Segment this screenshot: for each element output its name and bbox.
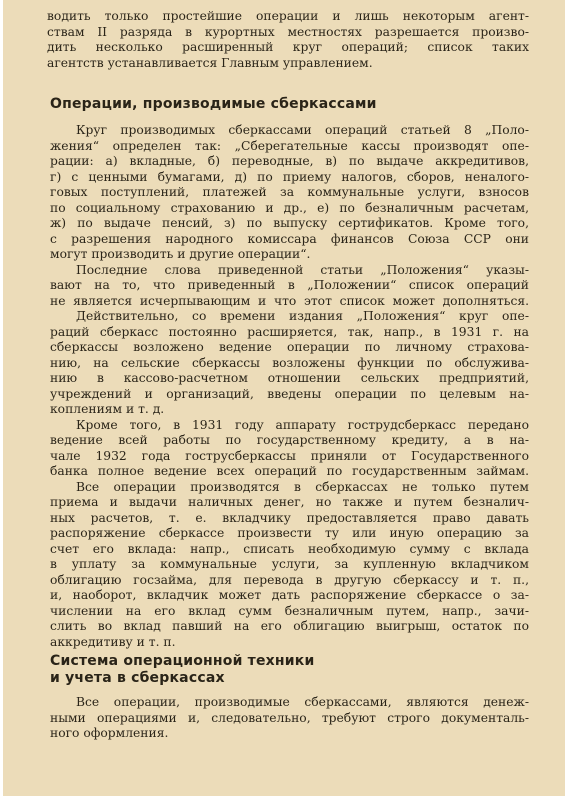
text-line: чале 1932 года гострусберкассы приняли от Государственного xyxy=(50,448,529,463)
section-heading-operations xyxy=(50,96,377,113)
page-scan xyxy=(3,0,565,796)
text-line: нию в кассово-расчетном отношении сельских предприятий, xyxy=(50,371,529,385)
text-line: г) с ценными бумагами, д) по приему налогов, сборов, неналого- xyxy=(50,169,529,184)
text-line: облигацию госзайма, для перевода в другую сберкассу и т. п., xyxy=(50,572,529,587)
text-line: агентств устанавливается Главным управлением. xyxy=(47,55,373,70)
text-line: Круг производимых сберкассами операций статьей 8 „Поло- xyxy=(76,123,529,137)
text-line: жения“ определен так: „Сберегательные кассы производят опе- xyxy=(50,138,529,153)
text-line: учреждений и организаций, введены операции по целевым на- xyxy=(50,386,529,401)
paragraph xyxy=(50,309,529,418)
text-line: Действительно, со времени издания „Положения“ круг опе- xyxy=(76,309,529,323)
text-line: вают на то, что приведенный в „Положении“ список операций xyxy=(50,278,529,292)
text-line: нию, на сельские сберкассы возложены функции по обслужива- xyxy=(50,355,529,370)
text-line: сберкассы возложено ведение операции по личному страхова- xyxy=(50,340,529,354)
text-line: могут производить и другие операции“. xyxy=(50,247,311,261)
text-line: ного оформления. xyxy=(50,726,169,740)
text-line: приема и выдачи наличных денег, но также и путем безналич- xyxy=(50,495,529,509)
text-line: Последние слова приведенной статьи „Положения“ указы- xyxy=(76,262,529,277)
text-line: в уплату за коммунальные услуги, за купленную вкладчиком xyxy=(50,557,529,571)
paragraph xyxy=(50,263,529,310)
text-line: ж) по выдаче пенсий, з) по выпуску сертификатов. Кроме того, xyxy=(50,216,529,230)
section-body-operations xyxy=(50,123,529,650)
text-line: водить только простейшие операции и лишь некоторым агент- xyxy=(47,9,529,23)
text-line: рации: а) вкладные, б) переводные, в) по выдаче аккредитивов, xyxy=(50,154,529,168)
text-line: дить несколько расширенный круг операций; список таких xyxy=(47,40,529,54)
intro-paragraph xyxy=(47,9,529,71)
text-line: ведение всей работы по государственному кредиту, а в на- xyxy=(50,433,529,447)
paragraph xyxy=(50,123,529,263)
text-line: Все операции, производимые сберкассами, являются денеж- xyxy=(76,695,529,709)
heading-line: Операции, производимые сберкассами xyxy=(50,96,377,112)
text-line: ных расчетов, т. е. вкладчику предоставляется право давать xyxy=(50,510,529,525)
text-line: по социальному страхованию и др., е) по безналичным расчетам, xyxy=(50,200,529,215)
paragraph xyxy=(50,480,529,651)
text-line: и, наоборот, вкладчик может дать распоряжение сберкассе о за- xyxy=(50,588,529,602)
section-heading-operational-technique xyxy=(50,653,315,687)
section-body-operational-technique xyxy=(50,695,529,742)
text-line: Кроме того, в 1931 году аппарату гострудсберкасс передано xyxy=(76,417,529,432)
heading-line: Система операционной техники xyxy=(50,653,315,669)
text-line: счет его вклада: напр., списать необходимую сумму с вклада xyxy=(50,541,529,556)
text-line: ными операциями и, следовательно, требуют строго документаль- xyxy=(50,710,529,725)
text-line: числении на его вклад сумм безналичным путем, напр., зачи- xyxy=(50,603,529,618)
text-line: раций сберкасс постоянно расширяется, так, напр., в 1931 г. на xyxy=(50,324,529,339)
heading-line: и учета в сберкассах xyxy=(50,670,225,686)
text-line: с разрешения народного комиссара финансов Союза ССР они xyxy=(50,231,529,246)
text-line: Все операции производятся в сберкассах не только путем xyxy=(76,479,529,494)
paragraph xyxy=(50,418,529,480)
text-line: не является исчерпывающим и что этот список может дополняться. xyxy=(50,293,529,308)
text-line: ствам II разряда в курортных местностях разрешается произво- xyxy=(47,24,529,39)
paragraph xyxy=(50,695,529,742)
text-line: банка полное ведение всех операций по государственным займам. xyxy=(50,464,529,478)
text-line: слить во вклад павший на его облигацию выигрыш, остаток по xyxy=(50,619,529,633)
text-line: распоряжение сберкассе произвести ту или иную операцию за xyxy=(50,526,529,540)
text-line: коплениям и т. д. xyxy=(50,402,165,416)
text-line: аккредитиву и т. п. xyxy=(50,634,176,649)
text-line: говых поступлений, платежей за коммунальные услуги, взносов xyxy=(50,185,529,199)
